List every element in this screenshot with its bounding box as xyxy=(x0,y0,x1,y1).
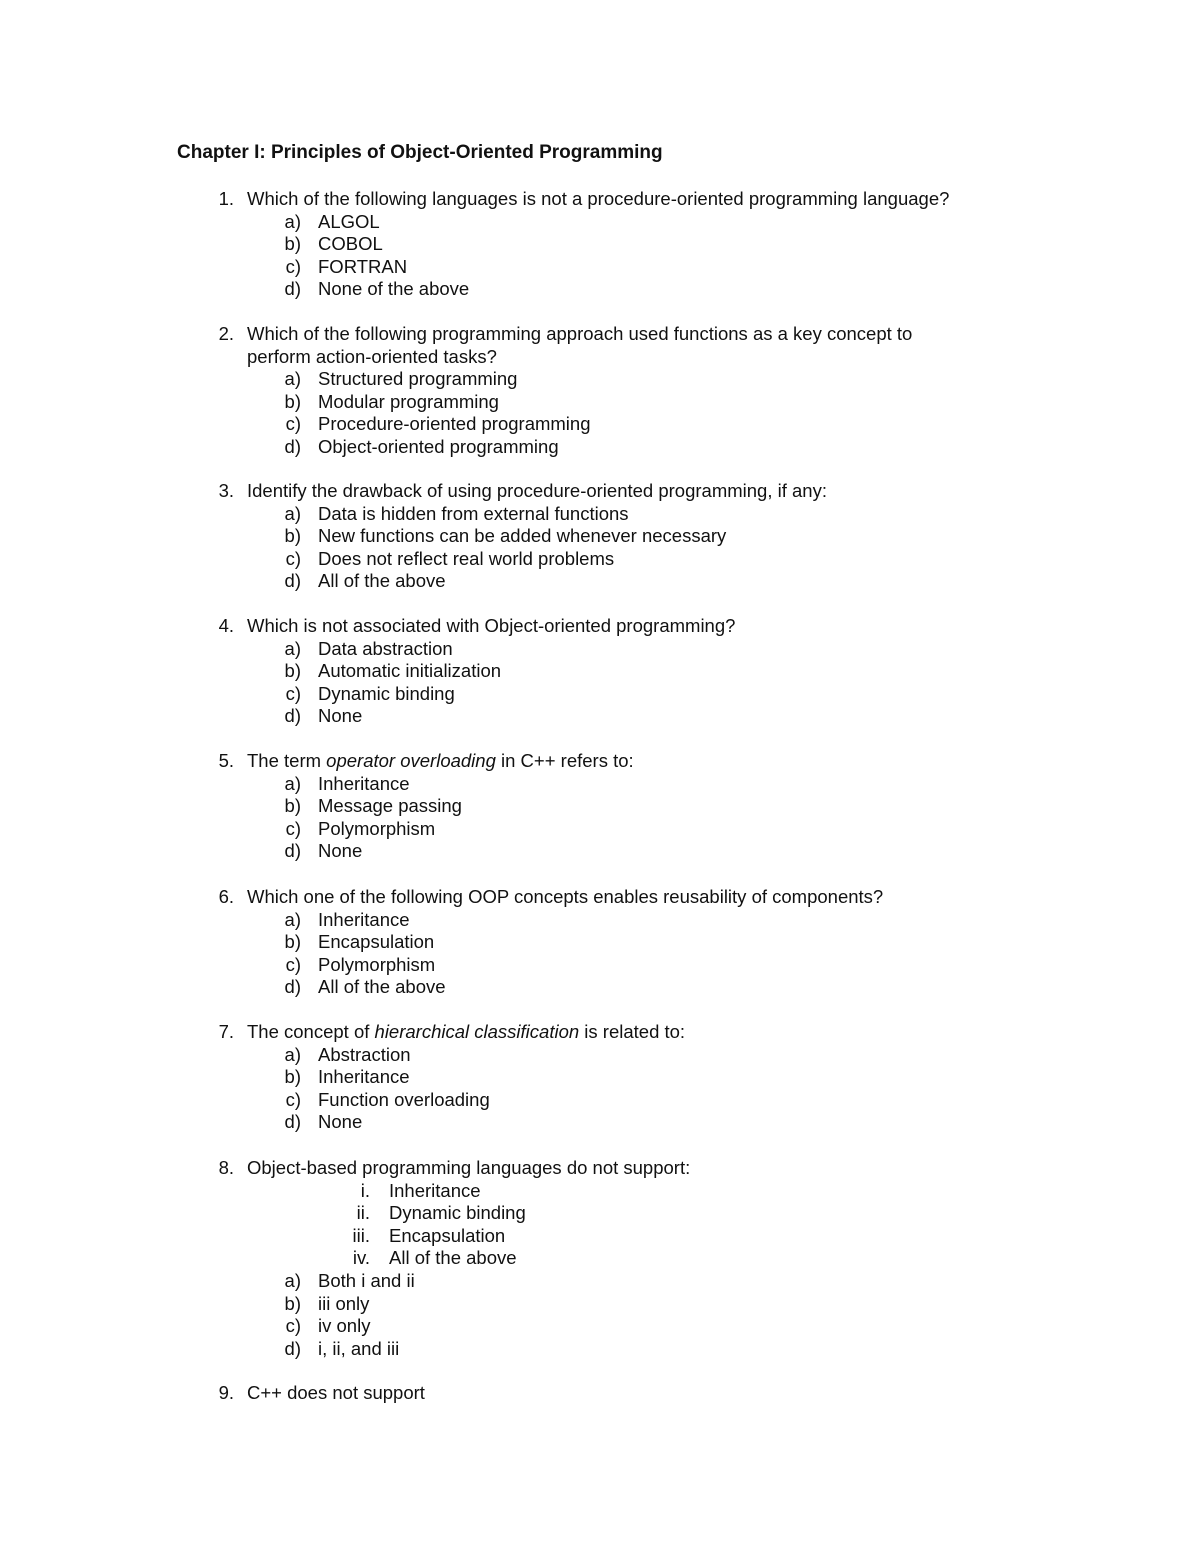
option-d xyxy=(0,705,1200,728)
roman-text: Encapsulation xyxy=(389,1224,506,1246)
option-b xyxy=(0,795,1200,818)
question-text: The term operator overloading in C++ refers to: xyxy=(247,750,634,771)
question-line xyxy=(0,1157,1200,1180)
option-letter: c) xyxy=(285,1315,301,1337)
option-letter: d) xyxy=(284,570,301,592)
option-text: Inheritance xyxy=(318,772,410,794)
option-a xyxy=(0,1044,1200,1067)
question-text: perform action-oriented tasks? xyxy=(247,345,497,367)
question-number: 9. xyxy=(218,1382,234,1403)
question-6 xyxy=(0,886,1200,999)
option-letter: b) xyxy=(284,1066,301,1088)
option-text: New functions can be added whenever necessary xyxy=(318,525,727,547)
option-text: Polymorphism xyxy=(318,953,436,975)
option-letter: c) xyxy=(285,682,301,704)
option-d xyxy=(0,840,1200,863)
question-1 xyxy=(0,188,1200,301)
option-letter: d) xyxy=(284,705,301,727)
option-text: None xyxy=(318,705,363,727)
option-text: Dynamic binding xyxy=(318,682,455,704)
question-text: Identify the drawback of using procedure-oriented programming, if any: xyxy=(247,480,827,501)
option-text: None xyxy=(318,840,363,862)
option-text: Automatic initialization xyxy=(318,660,502,682)
option-a xyxy=(0,909,1200,932)
roman-text: Dynamic binding xyxy=(389,1202,526,1224)
option-b xyxy=(0,1293,1200,1316)
question-line xyxy=(0,1382,1200,1405)
option-d xyxy=(0,976,1200,999)
option-letter: a) xyxy=(284,1043,301,1065)
question-number: 7. xyxy=(218,1021,234,1042)
option-text: None of the above xyxy=(318,278,470,300)
roman-item-iv xyxy=(0,1247,1200,1270)
question-text: Object-based programming languages do not support: xyxy=(247,1157,691,1178)
option-letter: c) xyxy=(285,547,301,569)
question-text: The concept of hierarchical classification is related to: xyxy=(247,1021,686,1042)
option-letter: a) xyxy=(284,210,301,232)
option-text: None xyxy=(318,1111,363,1133)
option-c xyxy=(0,548,1200,571)
roman-numeral: i. xyxy=(360,1179,370,1201)
option-letter: b) xyxy=(284,233,301,255)
option-letter: d) xyxy=(284,976,301,998)
option-text: All of the above xyxy=(318,570,446,592)
option-a xyxy=(0,1270,1200,1293)
option-a xyxy=(0,773,1200,796)
option-text: Message passing xyxy=(318,795,462,817)
option-letter: c) xyxy=(285,953,301,975)
option-c xyxy=(0,683,1200,706)
question-7 xyxy=(0,1021,1200,1134)
question-9 xyxy=(0,1382,1200,1405)
option-letter: a) xyxy=(284,908,301,930)
roman-numeral: ii. xyxy=(356,1202,370,1224)
question-number: 4. xyxy=(218,615,234,636)
option-text: Inheritance xyxy=(318,1066,410,1088)
option-letter: c) xyxy=(285,255,301,277)
option-letter: a) xyxy=(284,1269,301,1291)
option-text: Abstraction xyxy=(318,1043,411,1065)
option-text: All of the above xyxy=(318,976,446,998)
question-line xyxy=(0,480,1200,503)
option-text: Both i and ii xyxy=(318,1269,415,1291)
option-c xyxy=(0,818,1200,841)
question-number: 3. xyxy=(218,480,234,501)
option-text: Does not reflect real world problems xyxy=(318,547,615,569)
option-letter: d) xyxy=(284,278,301,300)
option-b xyxy=(0,931,1200,954)
roman-numeral: iv. xyxy=(352,1247,370,1269)
roman-item-iii xyxy=(0,1225,1200,1248)
option-letter: c) xyxy=(285,413,301,435)
question-text: Which is not associated with Object-oriented programming? xyxy=(247,615,736,636)
question-line-continued xyxy=(0,346,1200,369)
option-letter: b) xyxy=(284,525,301,547)
option-text: FORTRAN xyxy=(318,255,408,277)
question-5 xyxy=(0,750,1200,863)
option-letter: d) xyxy=(284,1337,301,1359)
question-line xyxy=(0,188,1200,211)
question-8 xyxy=(0,1157,1200,1360)
option-letter: b) xyxy=(284,795,301,817)
option-text: Object-oriented programming xyxy=(318,435,559,457)
question-line xyxy=(0,886,1200,909)
option-letter: b) xyxy=(284,390,301,412)
question-number: 5. xyxy=(218,750,234,771)
option-letter: a) xyxy=(284,368,301,390)
roman-item-i xyxy=(0,1180,1200,1203)
option-letter: b) xyxy=(284,931,301,953)
question-line xyxy=(0,615,1200,638)
option-d xyxy=(0,570,1200,593)
roman-text: Inheritance xyxy=(389,1179,481,1201)
roman-item-ii xyxy=(0,1202,1200,1225)
option-c xyxy=(0,413,1200,436)
option-text: COBOL xyxy=(318,233,383,255)
option-b xyxy=(0,660,1200,683)
option-a xyxy=(0,503,1200,526)
option-letter: c) xyxy=(285,1088,301,1110)
question-number: 1. xyxy=(218,188,234,209)
question-number: 8. xyxy=(218,1157,234,1178)
option-c xyxy=(0,1089,1200,1112)
option-a xyxy=(0,211,1200,234)
question-text: C++ does not support xyxy=(247,1382,425,1403)
option-letter: c) xyxy=(285,817,301,839)
option-d xyxy=(0,278,1200,301)
option-text: i, ii, and iii xyxy=(318,1337,400,1359)
option-letter: a) xyxy=(284,772,301,794)
option-d xyxy=(0,1111,1200,1134)
question-text: Which one of the following OOP concepts enables reusability of components? xyxy=(247,886,884,907)
option-text: Inheritance xyxy=(318,908,410,930)
option-letter: a) xyxy=(284,637,301,659)
option-text: Modular programming xyxy=(318,390,499,412)
emphasized-term: hierarchical classification xyxy=(374,1021,580,1042)
option-b xyxy=(0,391,1200,414)
option-b xyxy=(0,1066,1200,1089)
option-b xyxy=(0,525,1200,548)
option-letter: a) xyxy=(284,502,301,524)
option-c xyxy=(0,1315,1200,1338)
option-text: ALGOL xyxy=(318,210,380,232)
question-line xyxy=(0,750,1200,773)
option-text: Structured programming xyxy=(318,368,518,390)
option-b xyxy=(0,233,1200,256)
option-d xyxy=(0,436,1200,459)
option-c xyxy=(0,256,1200,279)
option-text: iv only xyxy=(318,1315,371,1337)
question-number: 6. xyxy=(218,886,234,907)
roman-numeral: iii. xyxy=(352,1224,370,1246)
option-c xyxy=(0,954,1200,977)
option-text: Function overloading xyxy=(318,1088,490,1110)
question-2 xyxy=(0,323,1200,459)
option-a xyxy=(0,368,1200,391)
question-text: Which of the following programming approach used functions as a key concept to xyxy=(247,323,913,344)
question-text: Which of the following languages is not a procedure-oriented programming language? xyxy=(247,188,950,209)
question-4 xyxy=(0,615,1200,728)
option-letter: b) xyxy=(284,1292,301,1314)
option-text: iii only xyxy=(318,1292,370,1314)
question-line xyxy=(0,323,1200,346)
option-d xyxy=(0,1338,1200,1361)
question-3 xyxy=(0,480,1200,593)
question-line xyxy=(0,1021,1200,1044)
question-number: 2. xyxy=(218,323,234,344)
roman-text: All of the above xyxy=(389,1247,517,1269)
option-letter: d) xyxy=(284,840,301,862)
option-a xyxy=(0,638,1200,661)
option-text: Procedure-oriented programming xyxy=(318,413,591,435)
option-letter: d) xyxy=(284,1111,301,1133)
option-text: Polymorphism xyxy=(318,817,436,839)
option-text: Encapsulation xyxy=(318,931,435,953)
option-text: Data abstraction xyxy=(318,637,453,659)
option-text: Data is hidden from external functions xyxy=(318,502,629,524)
chapter-title: Chapter I: Principles of Object-Oriented Programming xyxy=(177,142,663,163)
emphasized-term: operator overloading xyxy=(326,750,496,771)
option-letter: d) xyxy=(284,435,301,457)
option-letter: b) xyxy=(284,660,301,682)
